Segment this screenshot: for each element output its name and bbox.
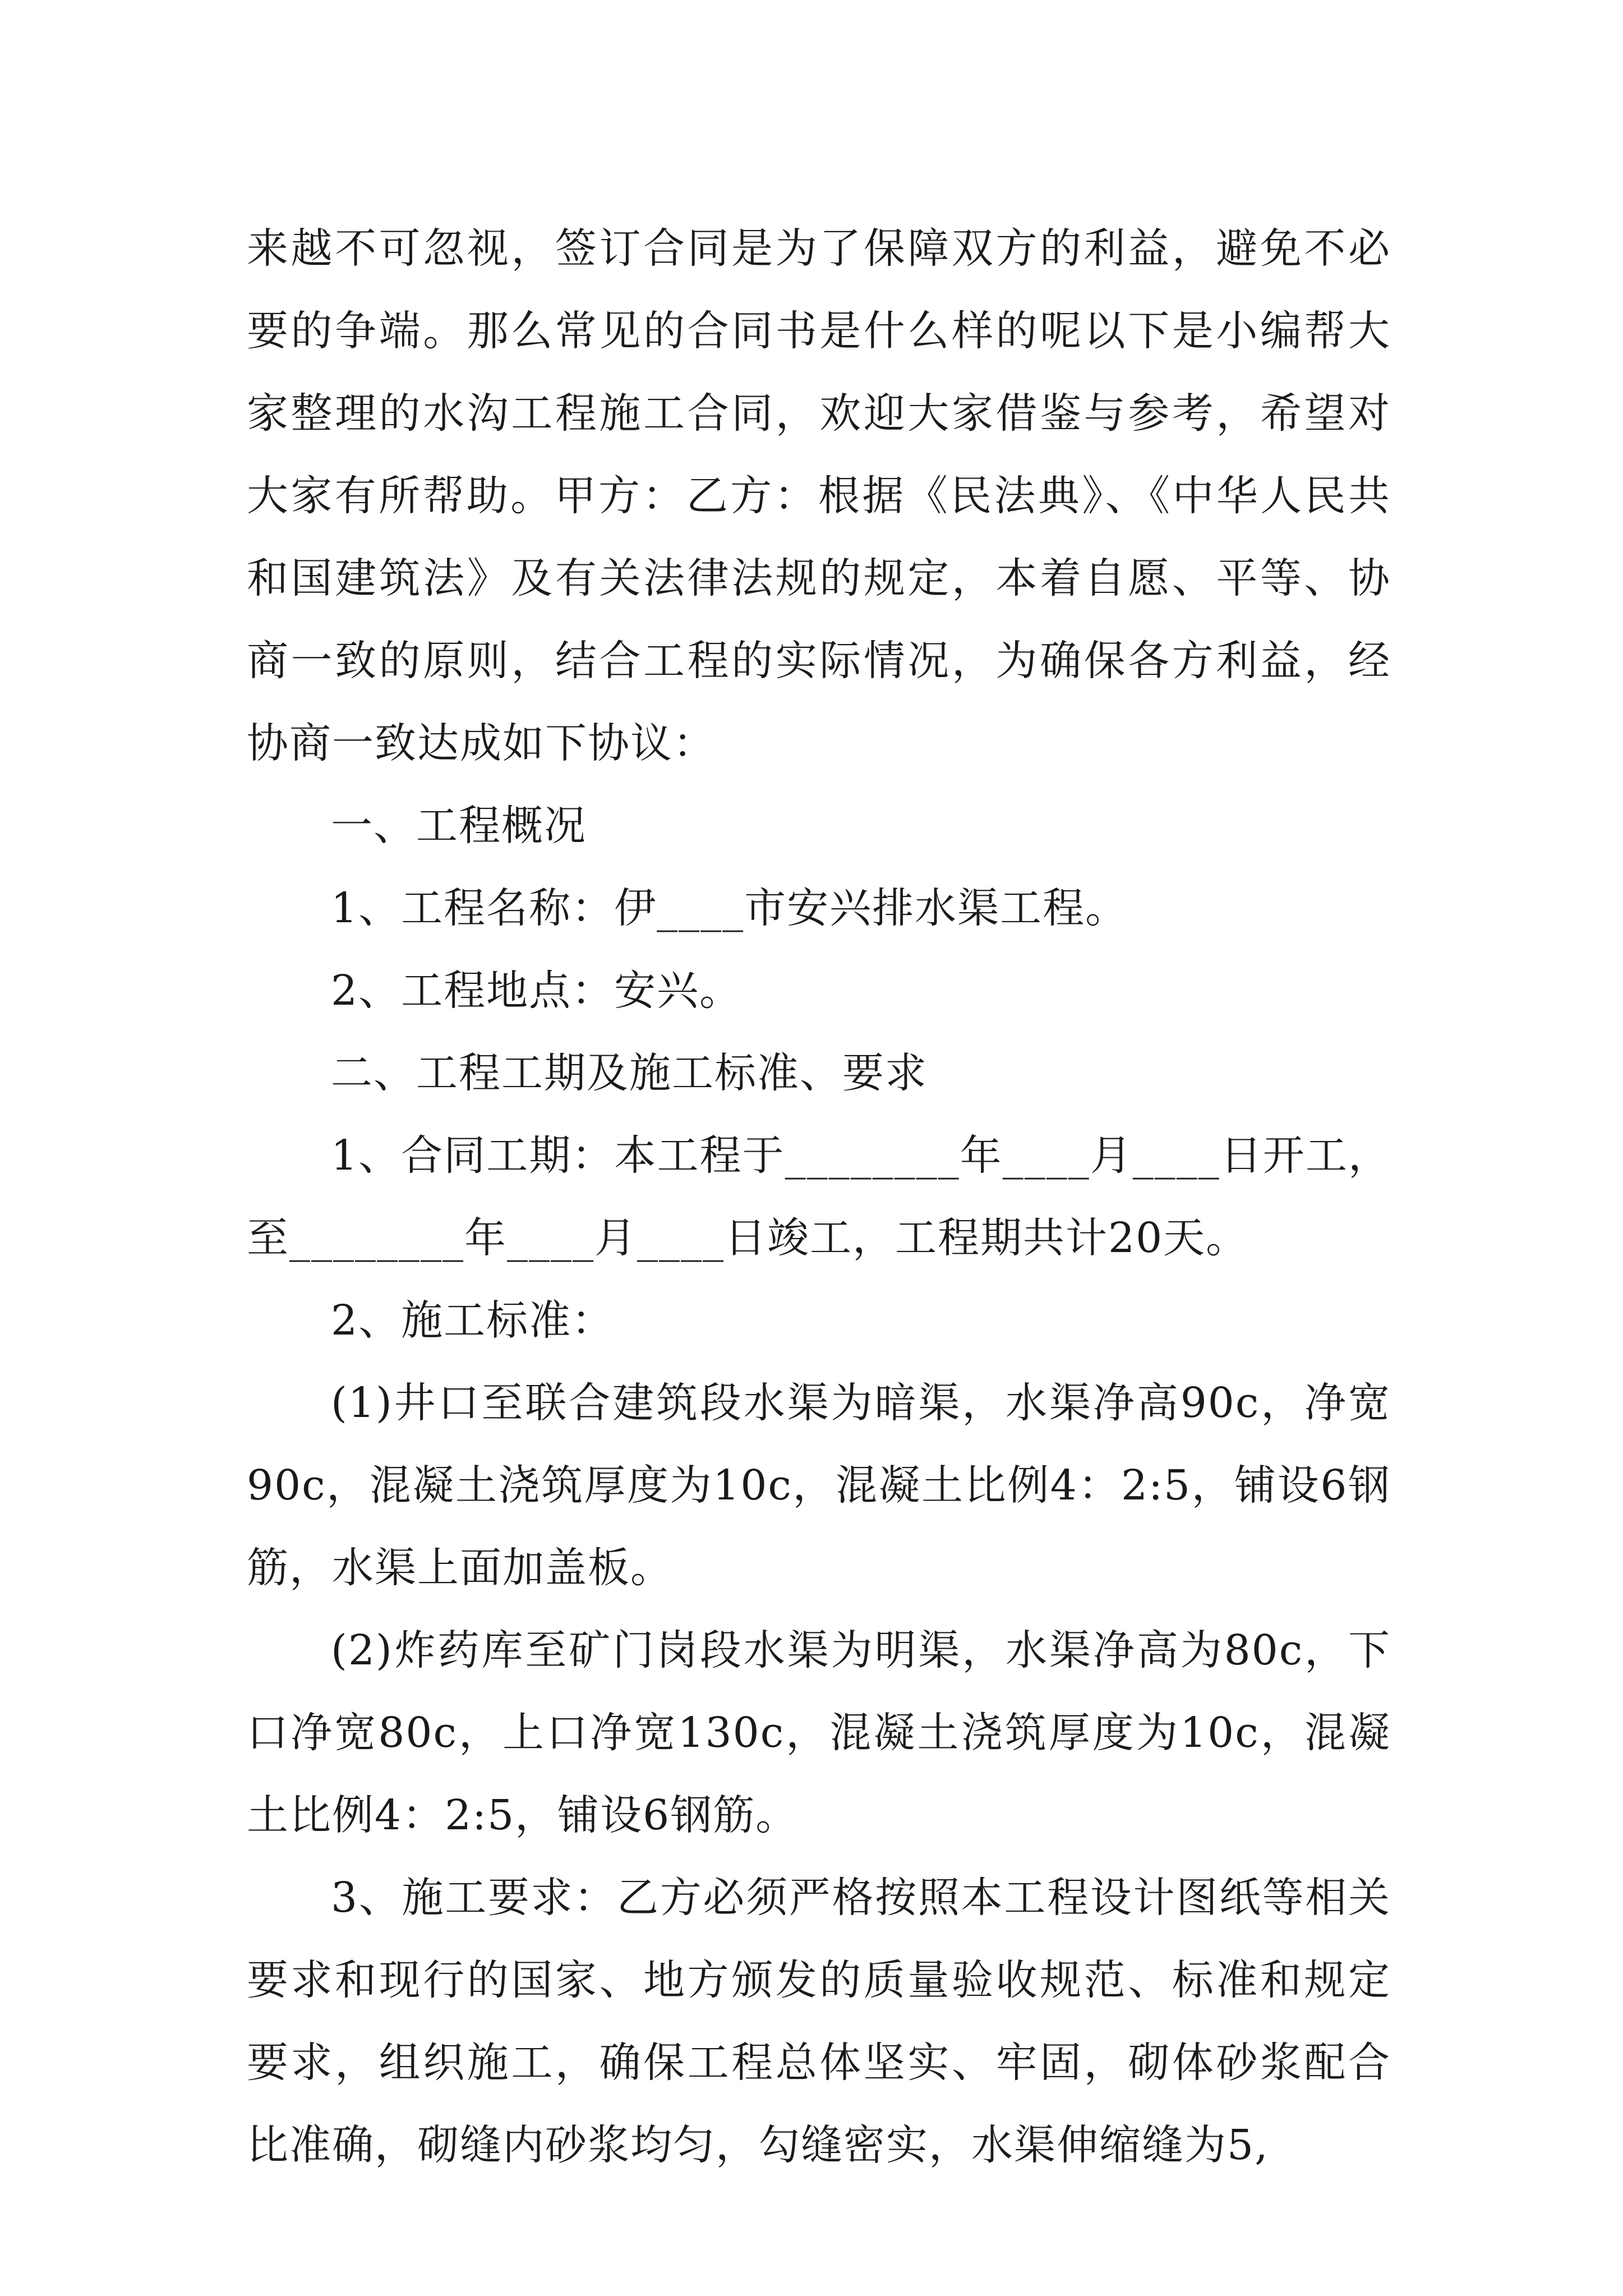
construction-requirements-paragraph: 3、施工要求：乙方必须严格按照本工程设计图纸等相关要求和现行的国家、地方颁发的质量验收规范、标准和规定要求，组织施工，确保工程总体坚实、牢固，砌体砂浆配合比准确，砌缝内砂浆均匀，勾缝密实，水渠伸缩缝为5, [247, 1874, 1391, 2169]
intro-paragraph: 来越不可忽视，签订合同是为了保障双方的利益，避免不必要的争端。那么常见的合同书是什么样的呢以下是小编帮大家整理的水沟工程施工合同，欢迎大家借鉴与参考，希望对大家有所帮助。甲方：乙方：根据《民法典》、《中华人民共和国建筑法》及有关法律法规的规定，本着自愿、平等、协商一致的原则，结合工程的实际情况，为确保各方利益，经协商一致达成如下协议： [247, 224, 1391, 767]
section-heading-project-overview: 一、工程概况 [331, 802, 587, 850]
construction-standard-heading: 2、施工标准： [331, 1296, 615, 1345]
section-heading-schedule-standards: 二、工程工期及施工标准、要求 [331, 1049, 928, 1097]
contract-period-paragraph: 1、合同工期：本工程于________年____月____日开工，至________年____月____日竣工，工程期共计20天。 [247, 1131, 1391, 1262]
document-body [247, 208, 1391, 2187]
standard-item-1-paragraph: (1)井口至联合建筑段水渠为暗渠，水渠净高90c，净宽90c，混凝土浇筑厚度为10c，混凝土比例4：2:5，铺设6钢筋，水渠上面加盖板。 [247, 1379, 1391, 1592]
standard-item-2-paragraph: (2)炸药库至矿门岗段水渠为明渠，水渠净高为80c，下口净宽80c，上口净宽130c，混凝土浇筑厚度为10c，混凝土比例4：2:5，铺设6钢筋。 [247, 1626, 1391, 1839]
project-location-paragraph: 2、工程地点：安兴。 [331, 967, 743, 1015]
project-name-paragraph: 1、工程名称：伊____市安兴排水渠工程。 [331, 884, 1128, 932]
